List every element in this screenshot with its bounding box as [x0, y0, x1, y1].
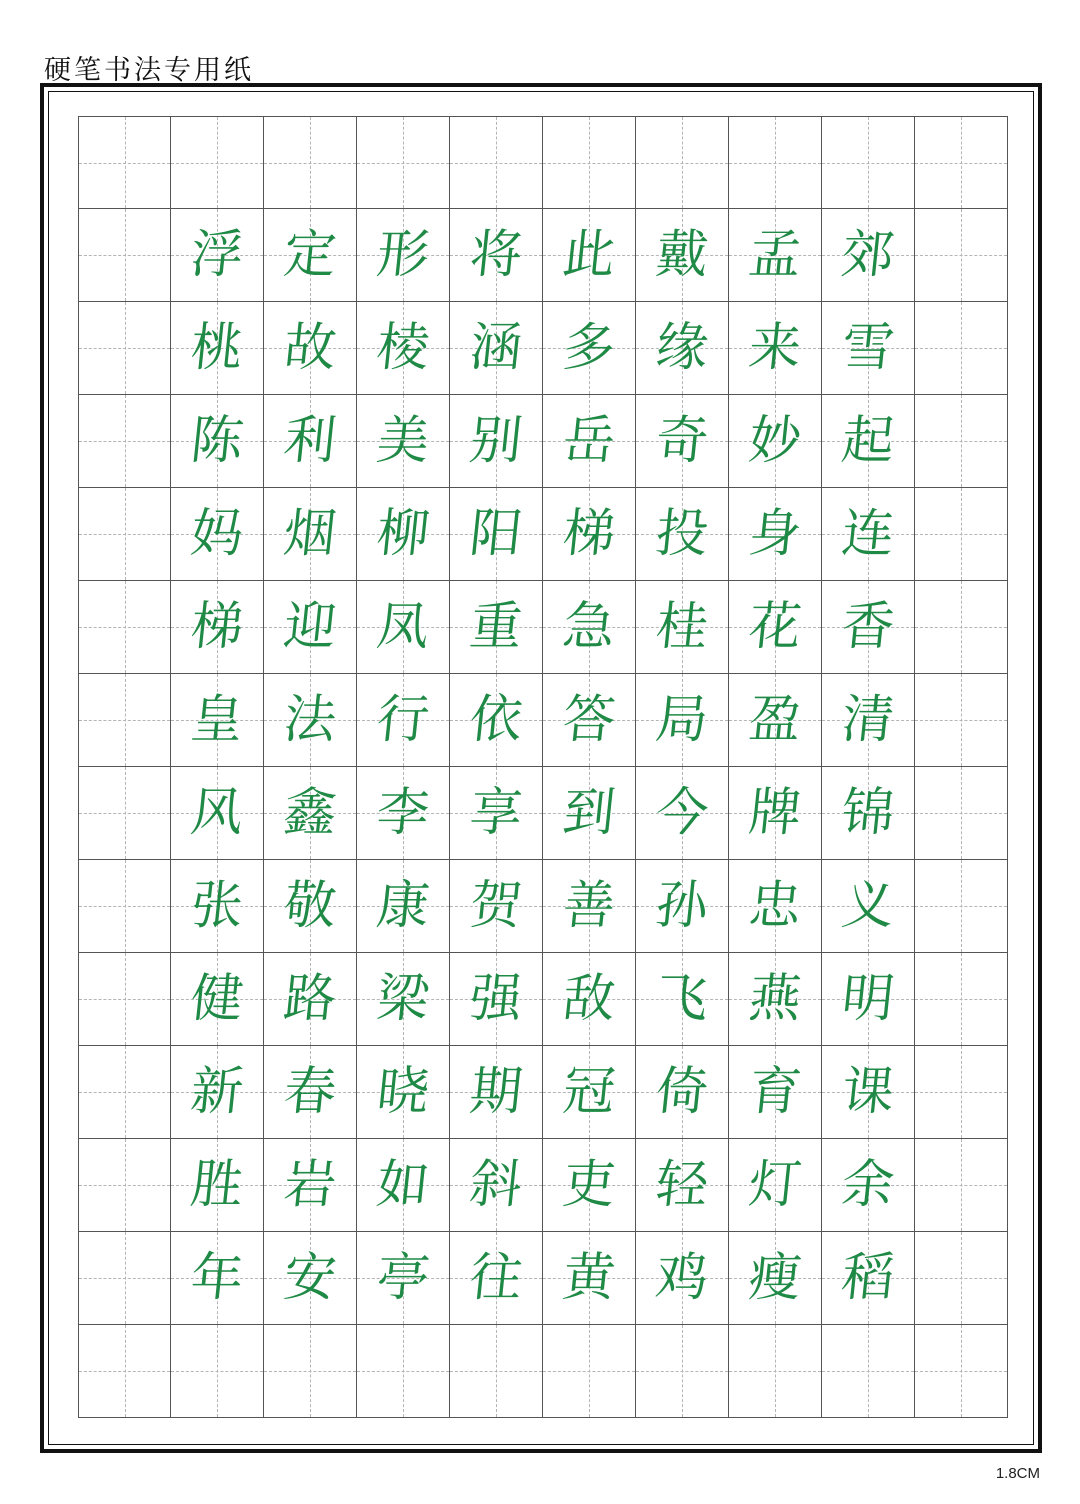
grid-cell [729, 1139, 822, 1232]
grid-cell [78, 302, 171, 395]
grid-cell [450, 953, 543, 1046]
handwritten-character: 牌 [745, 783, 805, 843]
grid-cell [543, 767, 636, 860]
grid-cell [450, 1046, 543, 1139]
grid-cell [729, 1325, 822, 1418]
grid-cell [729, 953, 822, 1046]
grid-cell [450, 1139, 543, 1232]
grid-cell [729, 209, 822, 302]
grid-cell [264, 581, 357, 674]
grid-cell [264, 1046, 357, 1139]
grid-cell [822, 1232, 915, 1325]
grid-cell [357, 674, 450, 767]
grid-cell [357, 860, 450, 953]
grid-cell [450, 1232, 543, 1325]
handwritten-character: 燕 [745, 969, 805, 1029]
handwritten-character: 瘦 [745, 1248, 805, 1308]
handwritten-character: 善 [559, 876, 619, 936]
handwritten-character: 余 [838, 1155, 898, 1215]
cell-guide-horizontal [636, 163, 728, 164]
grid-cell [78, 767, 171, 860]
cell-guide-horizontal [79, 1185, 170, 1186]
grid-cell [543, 302, 636, 395]
grid-cell [171, 1046, 264, 1139]
cell-guide-horizontal [79, 1371, 170, 1372]
grid-cell [915, 302, 1008, 395]
cell-guide-horizontal [171, 163, 263, 164]
grid-cell [822, 860, 915, 953]
handwritten-character: 康 [373, 876, 433, 936]
handwritten-character: 岩 [280, 1155, 340, 1215]
cell-guide-horizontal [79, 1092, 170, 1093]
grid-cell [543, 395, 636, 488]
grid-cell [822, 1325, 915, 1418]
handwritten-character: 岳 [559, 411, 619, 471]
grid-cell [78, 1232, 171, 1325]
grid-cell [357, 302, 450, 395]
grid-cell [636, 674, 729, 767]
handwritten-character: 晓 [373, 1062, 433, 1122]
handwritten-character: 将 [466, 225, 526, 285]
handwritten-character: 育 [745, 1062, 805, 1122]
grid-cell [729, 1232, 822, 1325]
cell-guide-horizontal [450, 1371, 542, 1372]
grid-cell [171, 488, 264, 581]
grid-cell [264, 953, 357, 1046]
grid-cell [450, 395, 543, 488]
handwritten-character: 清 [838, 690, 898, 750]
cell-guide-horizontal [915, 163, 1007, 164]
handwritten-character: 涵 [466, 318, 526, 378]
grid-cell [357, 395, 450, 488]
cell-guide-horizontal [357, 163, 449, 164]
grid-cell [915, 209, 1008, 302]
cell-guide-horizontal [729, 163, 821, 164]
grid-cell [450, 767, 543, 860]
handwritten-character: 连 [838, 504, 898, 564]
handwritten-character: 利 [280, 411, 340, 471]
handwritten-character: 冠 [559, 1062, 619, 1122]
grid-cell [357, 1232, 450, 1325]
cell-guide-horizontal [915, 534, 1007, 535]
grid-cell [822, 581, 915, 674]
cell-guide-horizontal [79, 163, 170, 164]
grid-cell [543, 953, 636, 1046]
grid-cell [636, 1325, 729, 1418]
grid-cell [822, 767, 915, 860]
grid-cell [915, 1046, 1008, 1139]
grid-cell [264, 1232, 357, 1325]
handwritten-character: 到 [559, 783, 619, 843]
handwritten-character: 桃 [187, 318, 247, 378]
handwritten-character: 明 [838, 969, 898, 1029]
handwritten-character: 陈 [187, 411, 247, 471]
grid-cell [357, 1325, 450, 1418]
cell-guide-horizontal [915, 813, 1007, 814]
handwritten-character: 梯 [187, 597, 247, 657]
grid-cell [915, 395, 1008, 488]
handwritten-character: 答 [559, 690, 619, 750]
handwritten-character: 期 [466, 1062, 526, 1122]
handwritten-character: 孟 [745, 225, 805, 285]
handwritten-character: 稻 [838, 1248, 898, 1308]
grid-cell [729, 581, 822, 674]
grid-cell [264, 1139, 357, 1232]
cell-guide-horizontal [79, 627, 170, 628]
grid-cell [729, 1046, 822, 1139]
grid-cell [822, 488, 915, 581]
grid-cell [543, 209, 636, 302]
handwritten-character: 黄 [559, 1248, 619, 1308]
handwritten-character: 风 [187, 783, 247, 843]
grid-cell [78, 581, 171, 674]
cell-guide-horizontal [915, 1371, 1007, 1372]
grid-cell [357, 488, 450, 581]
handwritten-character: 李 [373, 783, 433, 843]
handwritten-character: 妈 [187, 504, 247, 564]
grid-cell [357, 116, 450, 209]
handwritten-character: 课 [838, 1062, 898, 1122]
grid-cell [450, 860, 543, 953]
grid-cell [357, 1046, 450, 1139]
grid-cell [171, 581, 264, 674]
handwritten-character: 故 [280, 318, 340, 378]
grid-cell [171, 767, 264, 860]
handwritten-character: 桂 [652, 597, 712, 657]
grid-cell [822, 395, 915, 488]
handwritten-character: 凤 [373, 597, 433, 657]
grid-cell [636, 395, 729, 488]
cell-guide-horizontal [79, 906, 170, 907]
grid-cell [729, 116, 822, 209]
cell-guide-horizontal [822, 1371, 914, 1372]
grid-cell [729, 860, 822, 953]
grid-cell [822, 1046, 915, 1139]
cell-guide-horizontal [729, 1371, 821, 1372]
cell-guide-horizontal [915, 999, 1007, 1000]
handwritten-character: 路 [280, 969, 340, 1029]
handwritten-character: 迎 [280, 597, 340, 657]
handwritten-character: 起 [838, 411, 898, 471]
cell-guide-horizontal [79, 999, 170, 1000]
grid-cell [915, 1139, 1008, 1232]
handwritten-character: 亭 [373, 1248, 433, 1308]
handwritten-character: 张 [187, 876, 247, 936]
grid-cell [264, 488, 357, 581]
cell-guide-horizontal [915, 1278, 1007, 1279]
cell-size-label: 1.8CM [995, 1465, 1040, 1482]
handwritten-character: 形 [373, 225, 433, 285]
handwritten-character: 阳 [466, 504, 526, 564]
cell-guide-horizontal [543, 1371, 635, 1372]
grid-cell [915, 953, 1008, 1046]
grid-cell [450, 116, 543, 209]
grid-cell [822, 953, 915, 1046]
grid-cell [822, 209, 915, 302]
cell-guide-horizontal [915, 1185, 1007, 1186]
grid-cell [822, 116, 915, 209]
cell-guide-horizontal [79, 813, 170, 814]
handwritten-character: 柳 [373, 504, 433, 564]
cell-guide-horizontal [79, 441, 170, 442]
handwritten-character: 奇 [652, 411, 712, 471]
grid-cell [450, 209, 543, 302]
grid-cell [543, 488, 636, 581]
cell-guide-horizontal [543, 163, 635, 164]
grid-cell [915, 1232, 1008, 1325]
handwritten-character: 来 [745, 318, 805, 378]
cell-guide-horizontal [822, 163, 914, 164]
grid-cell [78, 395, 171, 488]
handwritten-character: 孙 [652, 876, 712, 936]
handwritten-character: 行 [373, 690, 433, 750]
grid-cell [915, 767, 1008, 860]
cell-guide-horizontal [915, 1092, 1007, 1093]
grid-cell [450, 581, 543, 674]
grid-cell [822, 674, 915, 767]
cell-guide-horizontal [636, 1371, 728, 1372]
handwritten-character: 今 [652, 783, 712, 843]
grid-cell [543, 1325, 636, 1418]
handwritten-character: 健 [187, 969, 247, 1029]
cell-guide-horizontal [79, 1278, 170, 1279]
grid-cell [636, 953, 729, 1046]
grid-cell [264, 1325, 357, 1418]
grid-cell [264, 395, 357, 488]
grid-cell [729, 674, 822, 767]
grid-cell [78, 860, 171, 953]
handwritten-character: 往 [466, 1248, 526, 1308]
handwritten-character: 锦 [838, 783, 898, 843]
handwritten-character: 依 [466, 690, 526, 750]
handwritten-character: 定 [280, 225, 340, 285]
grid-cell [171, 860, 264, 953]
grid-cell [636, 488, 729, 581]
handwritten-character: 敌 [559, 969, 619, 1029]
grid-cell [264, 674, 357, 767]
handwritten-character: 皇 [187, 690, 247, 750]
handwritten-character: 多 [559, 318, 619, 378]
grid-cell [915, 488, 1008, 581]
grid-cell [543, 581, 636, 674]
handwritten-character: 安 [280, 1248, 340, 1308]
practice-grid [78, 116, 1008, 1419]
handwritten-character: 烟 [280, 504, 340, 564]
grid-cell [543, 1232, 636, 1325]
handwritten-character: 花 [745, 597, 805, 657]
handwritten-character: 鸡 [652, 1248, 712, 1308]
handwritten-character: 梯 [559, 504, 619, 564]
cell-guide-horizontal [915, 906, 1007, 907]
handwritten-character: 斜 [466, 1155, 526, 1215]
grid-cell [171, 209, 264, 302]
handwritten-character: 郊 [838, 225, 898, 285]
cell-guide-horizontal [357, 1371, 449, 1372]
handwritten-character: 义 [838, 876, 898, 936]
handwritten-character: 局 [652, 690, 712, 750]
grid-cell [636, 1232, 729, 1325]
handwritten-character: 妙 [745, 411, 805, 471]
grid-cell [636, 209, 729, 302]
handwritten-character: 享 [466, 783, 526, 843]
grid-cell [171, 674, 264, 767]
page-title: 硬笔书法专用纸 [44, 55, 254, 86]
grid-cell [171, 1325, 264, 1418]
grid-cell [822, 1139, 915, 1232]
handwritten-character: 重 [466, 597, 526, 657]
handwritten-character: 身 [745, 504, 805, 564]
handwritten-character: 浮 [187, 225, 247, 285]
handwritten-character: 敬 [280, 876, 340, 936]
grid-cell [171, 395, 264, 488]
grid-cell [78, 116, 171, 209]
handwritten-character: 别 [466, 411, 526, 471]
grid-cell [357, 209, 450, 302]
handwritten-character: 胜 [187, 1155, 247, 1215]
grid-cell [636, 581, 729, 674]
grid-cell [78, 953, 171, 1046]
grid-cell [171, 116, 264, 209]
grid-cell [264, 767, 357, 860]
handwritten-character: 戴 [652, 225, 712, 285]
handwritten-character: 灯 [745, 1155, 805, 1215]
grid-cell [915, 674, 1008, 767]
handwritten-character: 香 [838, 597, 898, 657]
grid-cell [357, 1139, 450, 1232]
grid-cell [636, 116, 729, 209]
handwritten-character: 轻 [652, 1155, 712, 1215]
cell-guide-horizontal [264, 1371, 356, 1372]
handwritten-character: 吏 [559, 1155, 619, 1215]
grid-cell [357, 581, 450, 674]
grid-cell [636, 302, 729, 395]
grid-cell [636, 1139, 729, 1232]
cell-guide-horizontal [915, 441, 1007, 442]
grid-cell [915, 581, 1008, 674]
grid-cell [78, 488, 171, 581]
cell-guide-horizontal [915, 255, 1007, 256]
grid-cell [264, 209, 357, 302]
grid-cell [636, 860, 729, 953]
grid-cell [543, 1046, 636, 1139]
grid-cell [636, 1046, 729, 1139]
grid-cell [78, 1046, 171, 1139]
grid-cell [543, 116, 636, 209]
handwritten-character: 鑫 [280, 783, 340, 843]
handwritten-character: 新 [187, 1062, 247, 1122]
grid-cell [636, 767, 729, 860]
grid-cell [729, 302, 822, 395]
grid-cell [915, 1325, 1008, 1418]
grid-cell [78, 209, 171, 302]
cell-guide-horizontal [79, 348, 170, 349]
handwritten-character: 雪 [838, 318, 898, 378]
grid-cell [264, 116, 357, 209]
handwritten-character: 急 [559, 597, 619, 657]
grid-cell [915, 116, 1008, 209]
handwritten-character: 缘 [652, 318, 712, 378]
cell-guide-horizontal [915, 348, 1007, 349]
handwritten-character: 如 [373, 1155, 433, 1215]
handwritten-character: 年 [187, 1248, 247, 1308]
handwritten-character: 盈 [745, 690, 805, 750]
handwritten-character: 梁 [373, 969, 433, 1029]
grid-cell [729, 395, 822, 488]
grid-cell [543, 1139, 636, 1232]
handwritten-character: 棱 [373, 318, 433, 378]
handwritten-character: 美 [373, 411, 433, 471]
handwritten-character: 倚 [652, 1062, 712, 1122]
grid-cell [729, 767, 822, 860]
grid-cell [78, 1325, 171, 1418]
cell-guide-horizontal [915, 720, 1007, 721]
grid-cell [450, 674, 543, 767]
handwritten-character: 贺 [466, 876, 526, 936]
cell-guide-horizontal [915, 627, 1007, 628]
cell-guide-horizontal [79, 534, 170, 535]
grid-cell [543, 674, 636, 767]
grid-cell [822, 302, 915, 395]
grid-cell [171, 302, 264, 395]
handwritten-character: 法 [280, 690, 340, 750]
handwritten-character: 投 [652, 504, 712, 564]
grid-cell [78, 1139, 171, 1232]
grid-cell [915, 860, 1008, 953]
handwritten-character: 飞 [652, 969, 712, 1029]
grid-cell [450, 488, 543, 581]
grid-cell [543, 860, 636, 953]
grid-cell [171, 1232, 264, 1325]
grid-cell [171, 953, 264, 1046]
grid-cell [78, 674, 171, 767]
cell-guide-horizontal [79, 720, 170, 721]
handwritten-character: 此 [559, 225, 619, 285]
grid-cell [171, 1139, 264, 1232]
grid-cell [357, 767, 450, 860]
cell-guide-horizontal [264, 163, 356, 164]
grid-cell [450, 302, 543, 395]
cell-guide-horizontal [79, 255, 170, 256]
handwritten-character: 忠 [745, 876, 805, 936]
grid-cell [264, 860, 357, 953]
handwritten-character: 春 [280, 1062, 340, 1122]
grid-cell [729, 488, 822, 581]
handwritten-character: 强 [466, 969, 526, 1029]
cell-guide-horizontal [450, 163, 542, 164]
cell-guide-horizontal [171, 1371, 263, 1372]
grid-cell [357, 953, 450, 1046]
grid-cell [264, 302, 357, 395]
grid-cell [450, 1325, 543, 1418]
